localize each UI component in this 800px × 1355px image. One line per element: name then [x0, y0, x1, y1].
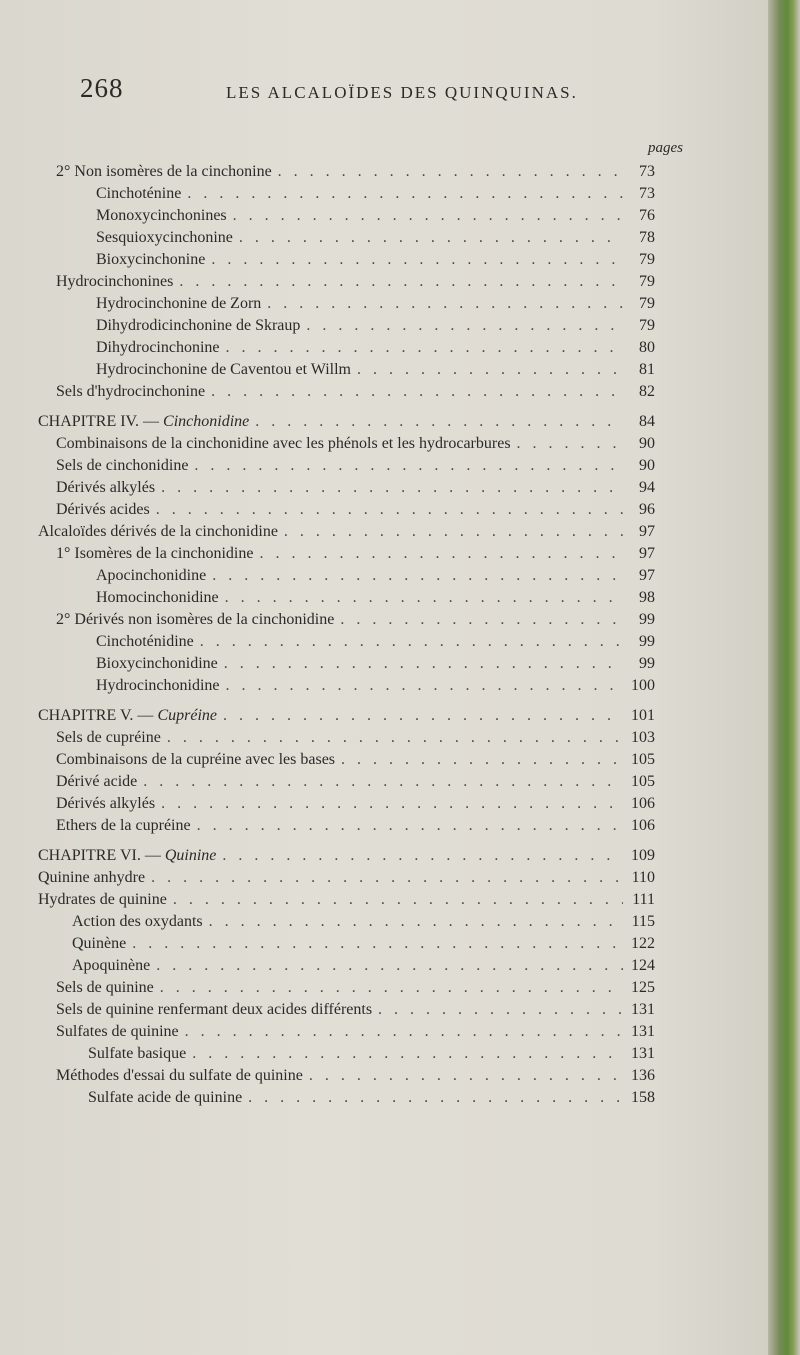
toc-entry-title [56, 1022, 179, 1042]
toc-entry [56, 1000, 655, 1020]
toc-entry-label: CHAPITRE V. — [38, 707, 158, 724]
toc-entry [96, 632, 655, 652]
toc-page-number: 111 [632, 891, 655, 908]
toc-entry-title [96, 316, 300, 336]
dot-leader [185, 1022, 623, 1042]
toc-entry-title [38, 522, 278, 542]
toc-entry-label: Sesquioxycinchonine [96, 229, 233, 246]
toc-entry-title [56, 1066, 303, 1086]
toc-entry [72, 956, 655, 976]
dot-leader [187, 184, 623, 204]
toc-page-number: 79 [639, 273, 655, 290]
dot-leader [211, 382, 623, 402]
toc-entry [96, 588, 655, 608]
dot-leader [179, 272, 623, 292]
dot-leader [226, 338, 623, 358]
toc-page-number: 94 [639, 479, 655, 496]
toc-entry [56, 500, 655, 520]
dot-leader [517, 434, 623, 454]
dot-leader [161, 478, 623, 498]
toc-entry [38, 706, 655, 726]
toc-entry-label: Méthodes d'essai du sulfate de quinine [56, 1067, 303, 1084]
toc-entry [56, 382, 655, 402]
toc-entry-title [96, 360, 351, 380]
toc-entry-label: Sels de quinine [56, 979, 154, 996]
toc-entry-label: Sels de quinine renfermant deux acides différents [56, 1001, 373, 1018]
toc-entry-title [56, 750, 335, 770]
dot-leader [223, 706, 623, 726]
toc-entry [56, 610, 655, 630]
toc-entry [96, 654, 655, 674]
toc-entry-label: Dérivé acide [56, 773, 138, 790]
dot-leader [259, 544, 623, 564]
toc-entry-title [56, 772, 137, 792]
toc-entry-label: Bioxycinchonidine [96, 655, 218, 672]
toc-page-number: 131 [631, 1045, 655, 1062]
dot-leader [309, 1066, 623, 1086]
toc-entry [56, 728, 655, 748]
dot-leader [173, 890, 623, 910]
dot-leader [248, 1088, 623, 1108]
toc-entry-label: Monoxycinchonines [96, 207, 227, 224]
toc-page-number: 158 [631, 1089, 655, 1106]
toc-entry [38, 846, 655, 866]
toc-entry-label: Hydrocinchonines [56, 273, 174, 290]
toc-page-number: 105 [631, 773, 655, 790]
toc-entry-label: Dihydrodicinchonine de Skraup [96, 317, 301, 334]
toc-entry [56, 544, 655, 564]
toc-entry-label: Homocinchonidine [96, 589, 219, 606]
toc-entry-label: 2° Dérivés non isomères de la cinchonidine [56, 611, 335, 628]
toc-entry-label: Hydrocinchonidine [96, 677, 220, 694]
dot-leader [255, 412, 623, 432]
dot-leader [284, 522, 623, 542]
toc-entry-label: Hydrates de quinine [38, 891, 167, 908]
toc-page-number: 97 [639, 567, 655, 584]
toc-entry-title [96, 250, 205, 270]
toc-page-number: 81 [639, 361, 655, 378]
toc-entry-label: Action des oxydants [72, 913, 203, 930]
toc-entry-title [56, 816, 191, 836]
toc-page-number: 115 [631, 913, 655, 930]
toc-entry [56, 750, 655, 770]
toc-entry [56, 794, 655, 814]
toc-page-number: 99 [639, 655, 655, 672]
toc-entry [56, 978, 655, 998]
dot-leader [167, 728, 623, 748]
toc-page-number: 97 [639, 545, 655, 562]
toc-entry [38, 890, 655, 910]
toc-entry-label: Sels de cupréine [56, 729, 161, 746]
toc-page-number: 99 [639, 633, 655, 650]
dot-leader [233, 206, 623, 226]
dot-leader [222, 846, 623, 866]
toc-entry-label: Hydrocinchonine de Zorn [96, 295, 262, 312]
toc-entry-title [56, 500, 150, 520]
toc-entry-label: Sels d'hydrocinchonine [56, 383, 206, 400]
toc-entry-label: Sulfate acide de quinine [88, 1089, 243, 1106]
toc-entry-title [96, 654, 218, 674]
toc-entry-label: 2° Non isomères de la cinchonine [56, 163, 272, 180]
toc-entry-title [38, 868, 145, 888]
dot-leader [156, 500, 623, 520]
dot-leader [340, 610, 623, 630]
toc-page-number: 103 [631, 729, 655, 746]
toc-entry-title [96, 294, 261, 314]
toc-page-number: 90 [639, 435, 655, 452]
toc-entry [56, 1022, 655, 1042]
toc-page-number: 76 [639, 207, 655, 224]
toc-entry-title [96, 184, 181, 204]
toc-page-number: 97 [639, 523, 655, 540]
chapter-title: Quinine [164, 847, 217, 864]
toc-entry [96, 184, 655, 204]
toc-entry [96, 338, 655, 358]
toc-page-number: 105 [631, 751, 655, 768]
toc-entry-title [38, 846, 216, 866]
toc-entry [96, 566, 655, 586]
toc-entry [72, 934, 655, 954]
toc-entry-title [56, 382, 205, 402]
toc-entry-label: Bioxycinchonine [96, 251, 206, 268]
page-header [0, 73, 770, 113]
toc-entry-title [38, 890, 167, 910]
toc-entry [56, 772, 655, 792]
dot-leader [161, 794, 623, 814]
toc-entry-title [56, 162, 272, 182]
toc-entry-label: Combinaisons de la cupréine avec les bases [56, 751, 336, 768]
toc-entry-label: Apocinchonidine [96, 567, 207, 584]
toc-page-number: 96 [639, 501, 655, 518]
toc-entry-title [88, 1088, 242, 1108]
dot-leader [225, 588, 623, 608]
toc-entry-title [56, 544, 253, 564]
dot-leader [306, 316, 623, 336]
toc-entry-title [56, 434, 511, 454]
dot-leader [378, 1000, 623, 1020]
toc-page-number: 90 [639, 457, 655, 474]
toc-entry [96, 228, 655, 248]
toc-entry [38, 868, 655, 888]
toc-entry-label: Hydrocinchonine de Caventou et Willm [96, 361, 351, 378]
toc-page-number: 125 [631, 979, 655, 996]
toc-entry-title [96, 566, 206, 586]
toc-entry [72, 912, 655, 932]
dot-leader [267, 294, 623, 314]
toc-page-number: 73 [639, 185, 655, 202]
toc-entry-label: Quinène [72, 935, 127, 952]
toc-page-number: 124 [631, 957, 655, 974]
toc-entry-title [96, 206, 227, 226]
toc-page-number: 73 [639, 163, 655, 180]
toc-entry-label: Dihydrocinchonine [96, 339, 220, 356]
toc-page-number: 80 [639, 339, 655, 356]
toc-entry [96, 206, 655, 226]
toc-entry-label: Alcaloïdes dérivés de la cinchonidine [38, 523, 278, 540]
dot-leader [156, 956, 623, 976]
toc-entry-title [72, 956, 150, 976]
toc-page-number: 79 [639, 295, 655, 312]
toc-entry-label: 1° Isomères de la cinchonidine [56, 545, 254, 562]
page-number: 268 [80, 73, 124, 103]
toc-entry-label: Sels de cinchonidine [56, 457, 189, 474]
toc-entry [56, 162, 655, 182]
toc-entry [56, 478, 655, 498]
dot-leader [200, 632, 623, 652]
dot-leader [194, 456, 623, 476]
dot-leader [132, 934, 623, 954]
toc-entry-title [56, 794, 155, 814]
toc-entry-title [72, 934, 126, 954]
toc-entry [38, 522, 655, 542]
dot-leader [226, 676, 623, 696]
dot-leader [160, 978, 623, 998]
chapter-title: Cupréine [157, 707, 217, 724]
dot-leader [212, 566, 623, 586]
toc-entry-label: Cinchoténine [96, 185, 182, 202]
toc-entry-label: Quinine anhydre [38, 869, 146, 886]
dot-leader [211, 250, 623, 270]
book-spine-edge [768, 0, 800, 1355]
toc-entry-label: Dérivés acides [56, 501, 150, 518]
toc-entry [88, 1044, 655, 1064]
toc-entry [56, 272, 655, 292]
toc-page-number: 131 [631, 1001, 655, 1018]
toc-page-number: 109 [631, 847, 655, 864]
toc-page-number: 78 [639, 229, 655, 246]
chapter-title: Cinchonidine [163, 413, 250, 430]
toc-entry-title [38, 706, 217, 726]
toc-page-number: 101 [631, 707, 655, 724]
toc-entry [96, 294, 655, 314]
toc-page-number: 136 [631, 1067, 655, 1084]
toc-entry [56, 434, 655, 454]
toc-entry-label: Sulfate basique [88, 1045, 187, 1062]
toc-entry-title [56, 610, 334, 630]
dot-leader [341, 750, 623, 770]
toc-entry-label: Dérivés alkylés [56, 795, 156, 812]
dot-leader [192, 1044, 623, 1064]
toc-page-number: 106 [631, 795, 655, 812]
toc-entry-title [38, 412, 249, 432]
toc-page-number: 98 [639, 589, 655, 606]
toc-page-number: 110 [631, 869, 655, 886]
dot-leader [239, 228, 623, 248]
toc-entry-title [56, 272, 173, 292]
toc-entry-label: Combinaisons de la cinchonidine avec les phénols et les hydrocarbures [56, 435, 511, 452]
toc-page-number: 79 [639, 251, 655, 268]
toc-entry [96, 676, 655, 696]
toc-entry-title [56, 456, 188, 476]
toc-entry [56, 456, 655, 476]
toc-entry-title [56, 1000, 372, 1020]
toc-entry-title [96, 632, 194, 652]
dot-leader [224, 654, 623, 674]
toc-entry-label: Dérivés alkylés [56, 479, 156, 496]
toc-entry-label: Sulfates de quinine [56, 1023, 179, 1040]
toc-entry-title [72, 912, 203, 932]
dot-leader [151, 868, 623, 888]
toc-entry-title [96, 228, 233, 248]
running-title: LES ALCALOÏDES DES QUINQUINAS. [226, 83, 578, 102]
toc-entry-title [96, 588, 219, 608]
toc-page-number: 84 [639, 413, 655, 430]
toc-entry [96, 250, 655, 270]
toc-page-number: 131 [631, 1023, 655, 1040]
dot-leader [209, 912, 623, 932]
toc-entry-title [56, 728, 161, 748]
dot-leader [357, 360, 623, 380]
toc-entry-label: CHAPITRE VI. — [38, 847, 165, 864]
toc-entry-title [56, 978, 154, 998]
toc-page-number: 99 [639, 611, 655, 628]
toc-entry [56, 1066, 655, 1086]
toc-entry-title [56, 478, 155, 498]
toc-entry-label: Ethers de la cupréine [56, 817, 191, 834]
toc-page-number: 79 [639, 317, 655, 334]
toc-page-number: 106 [631, 817, 655, 834]
toc-entry-label: CHAPITRE IV. — [38, 413, 164, 430]
pages-column-label: pages [648, 140, 683, 156]
dot-leader [278, 162, 623, 182]
dot-leader [197, 816, 623, 836]
toc-entry-title [96, 338, 220, 358]
toc-page-number: 122 [631, 935, 655, 952]
toc-entry-title [88, 1044, 186, 1064]
toc-entry-title [96, 676, 220, 696]
dot-leader [143, 772, 623, 792]
toc-entry [96, 316, 655, 336]
toc-entry [88, 1088, 655, 1108]
toc-entry [56, 816, 655, 836]
toc-entry [38, 412, 655, 432]
toc-entry-label: Cinchoténidine [96, 633, 194, 650]
toc-page-number: 82 [639, 383, 655, 400]
toc-page-number: 100 [631, 677, 655, 694]
toc-entry-label: Apoquinène [72, 957, 151, 974]
toc-entry [96, 360, 655, 380]
